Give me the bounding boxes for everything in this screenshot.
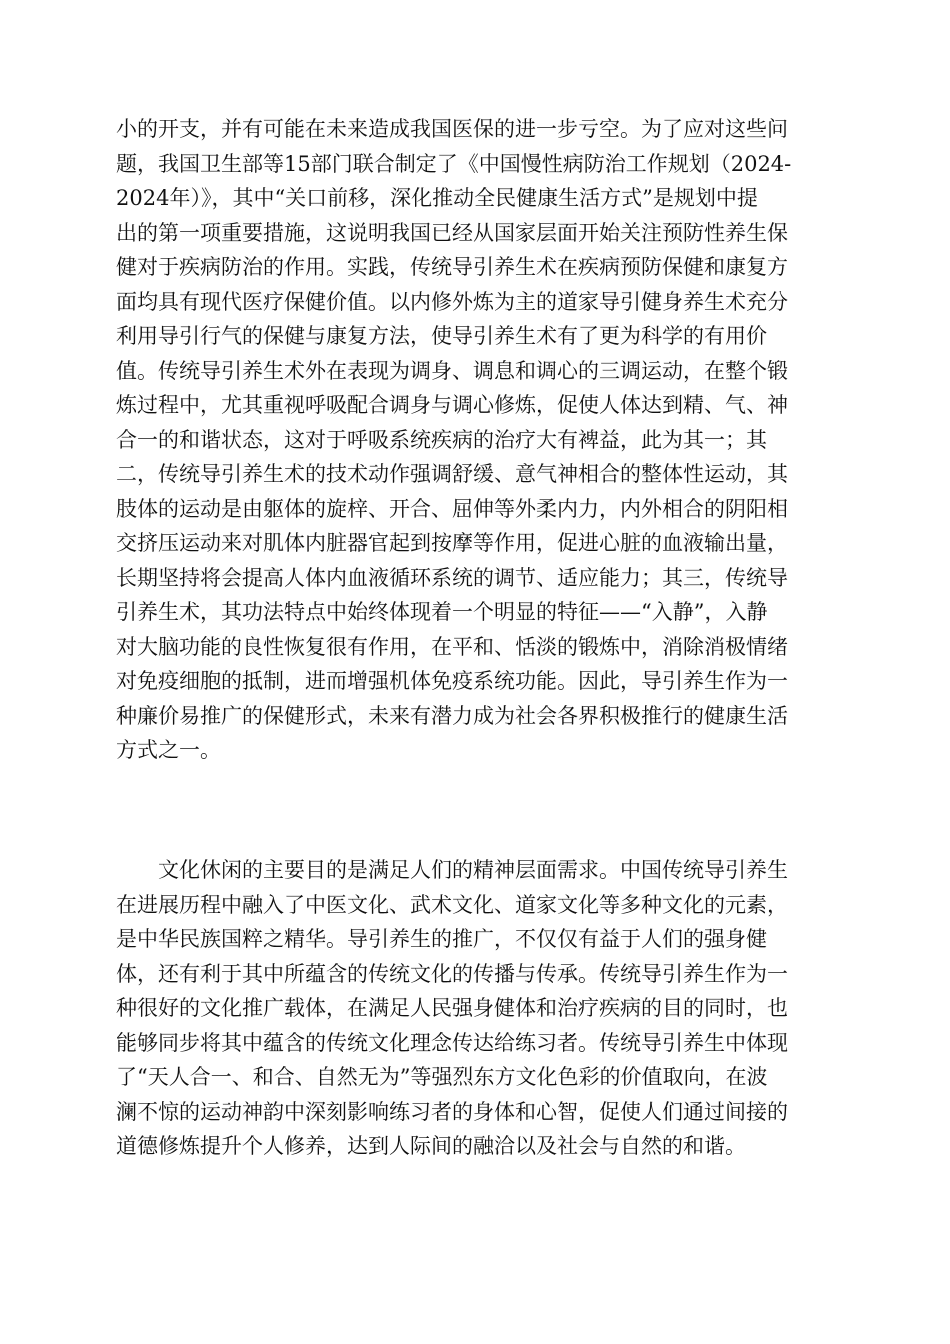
- paragraph-2-line-7: 了“天人合一、和合、自然无为”等强烈东方文化色彩的价值取向，在波: [116, 1065, 768, 1089]
- paragraph-1-line-12: 肢体的运动是由躯体的旋梓、开合、屈伸等外柔内力，内外相合的阴阳相: [116, 496, 788, 521]
- paragraph-2-line-1: 文化休闲的主要目的是满足人们的精神层面需求。中国传统导引养生: [116, 858, 788, 882]
- paragraph-2: [116, 853, 834, 1164]
- paragraph-2-line-3: 是中华民族国粹之精华。导引养生的推广，不仅仅有益于人们的强身健: [116, 927, 767, 951]
- paragraph-1-line-15: 引养生术，其功法特点中始终体现着一个明显的特征——“入静”，入静: [116, 600, 768, 624]
- paragraph-1-line-1: 小的开支，并有可能在未来造成我国医保的进一步亏空。为了应对这些问: [116, 117, 788, 141]
- paragraph-1-line-5: 健对于疾病防治的作用。实践，传统导引养生术在疾病预防保健和康复方: [116, 255, 788, 279]
- paragraph-2-line-6: 能够同步将其中蕴含的传统文化理念传达给练习者。传统导引养生中体现: [116, 1030, 788, 1055]
- paragraph-2-line-9: 道德修炼提升个人修养，达到人际间的融洽以及社会与自然的和谐。: [116, 1134, 746, 1158]
- paragraph-1-line-19: 方式之一。: [116, 738, 221, 762]
- paragraph-1-line-10: 合一的和谐状态，这对于呼吸系统疾病的治疗大有裨益，此为其一；其: [116, 427, 767, 452]
- paragraph-1-line-18: 种廉价易推广的保健形式，未来有潜力成为社会各界积极推行的健康生活: [116, 703, 788, 728]
- paragraph-1-line-8: 值。传统导引养生术外在表现为调身、调息和调心的三调运动，在整个锻: [116, 358, 788, 383]
- paragraph-1-line-3: 2024年）》，其中“关口前移，深化推动全民健康生活方式”是规划中提: [116, 186, 758, 210]
- paragraph-1-line-13: 交挤压运动来对肌体内脏器官起到按摩等作用，促进心脏的血液输出量，: [116, 531, 788, 555]
- paragraph-2-line-2: 在进展历程中融入了中医文化、武术文化、道家文化等多种文化的元素，: [116, 892, 788, 917]
- paragraph-2-line-4: 体，还有利于其中所蕴含的传统文化的传播与传承。传统导引养生作为一: [116, 961, 788, 986]
- paragraph-1-line-2: 题，我国卫生部等15部门联合制定了《中国慢性病防治工作规划（2024-: [116, 151, 792, 176]
- paragraph-1-line-7: 利用导引行气的保健与康复方法，使导引养生术有了更为科学的有用价: [116, 324, 767, 348]
- paragraph-1-line-11: 二，传统导引养生术的技术动作强调舒缓、意气神相合的整体性运动，其: [116, 462, 788, 486]
- paragraph-2-line-8: 澜不惊的运动神韵中深刻影响练习者的身体和心智，促使人们通过间接的: [116, 1099, 788, 1124]
- paragraph-2-line-5: 种很好的文化推广载体，在满足人民强身健体和治疗疾病的目的同时，也: [116, 996, 788, 1020]
- paragraph-1: [116, 112, 834, 768]
- paragraph-1-line-9: 炼过程中，尤其重视呼吸配合调身与调心修炼，促使人体达到精、气、神: [116, 393, 788, 417]
- paragraph-1-line-17: 对免疫细胞的抵制，进而增强机体免疫系统功能。因此，导引养生作为一: [116, 669, 788, 693]
- paragraph-1-line-4: 出的第一项重要措施，这说明我国已经从国家层面开始关注预防性养生保: [116, 220, 788, 245]
- paragraph-1-line-6: 面均具有现代医疗保健价值。以内修外炼为主的道家导引健身养生术充分: [116, 289, 788, 314]
- paragraph-1-line-14: 长期坚持将会提高人体内血液循环系统的调节、适应能力；其三，传统导: [116, 565, 788, 590]
- paragraph-1-line-16: 对大脑功能的良性恢复很有作用，在平和、恬淡的锻炼中，消除消极情绪: [116, 634, 788, 659]
